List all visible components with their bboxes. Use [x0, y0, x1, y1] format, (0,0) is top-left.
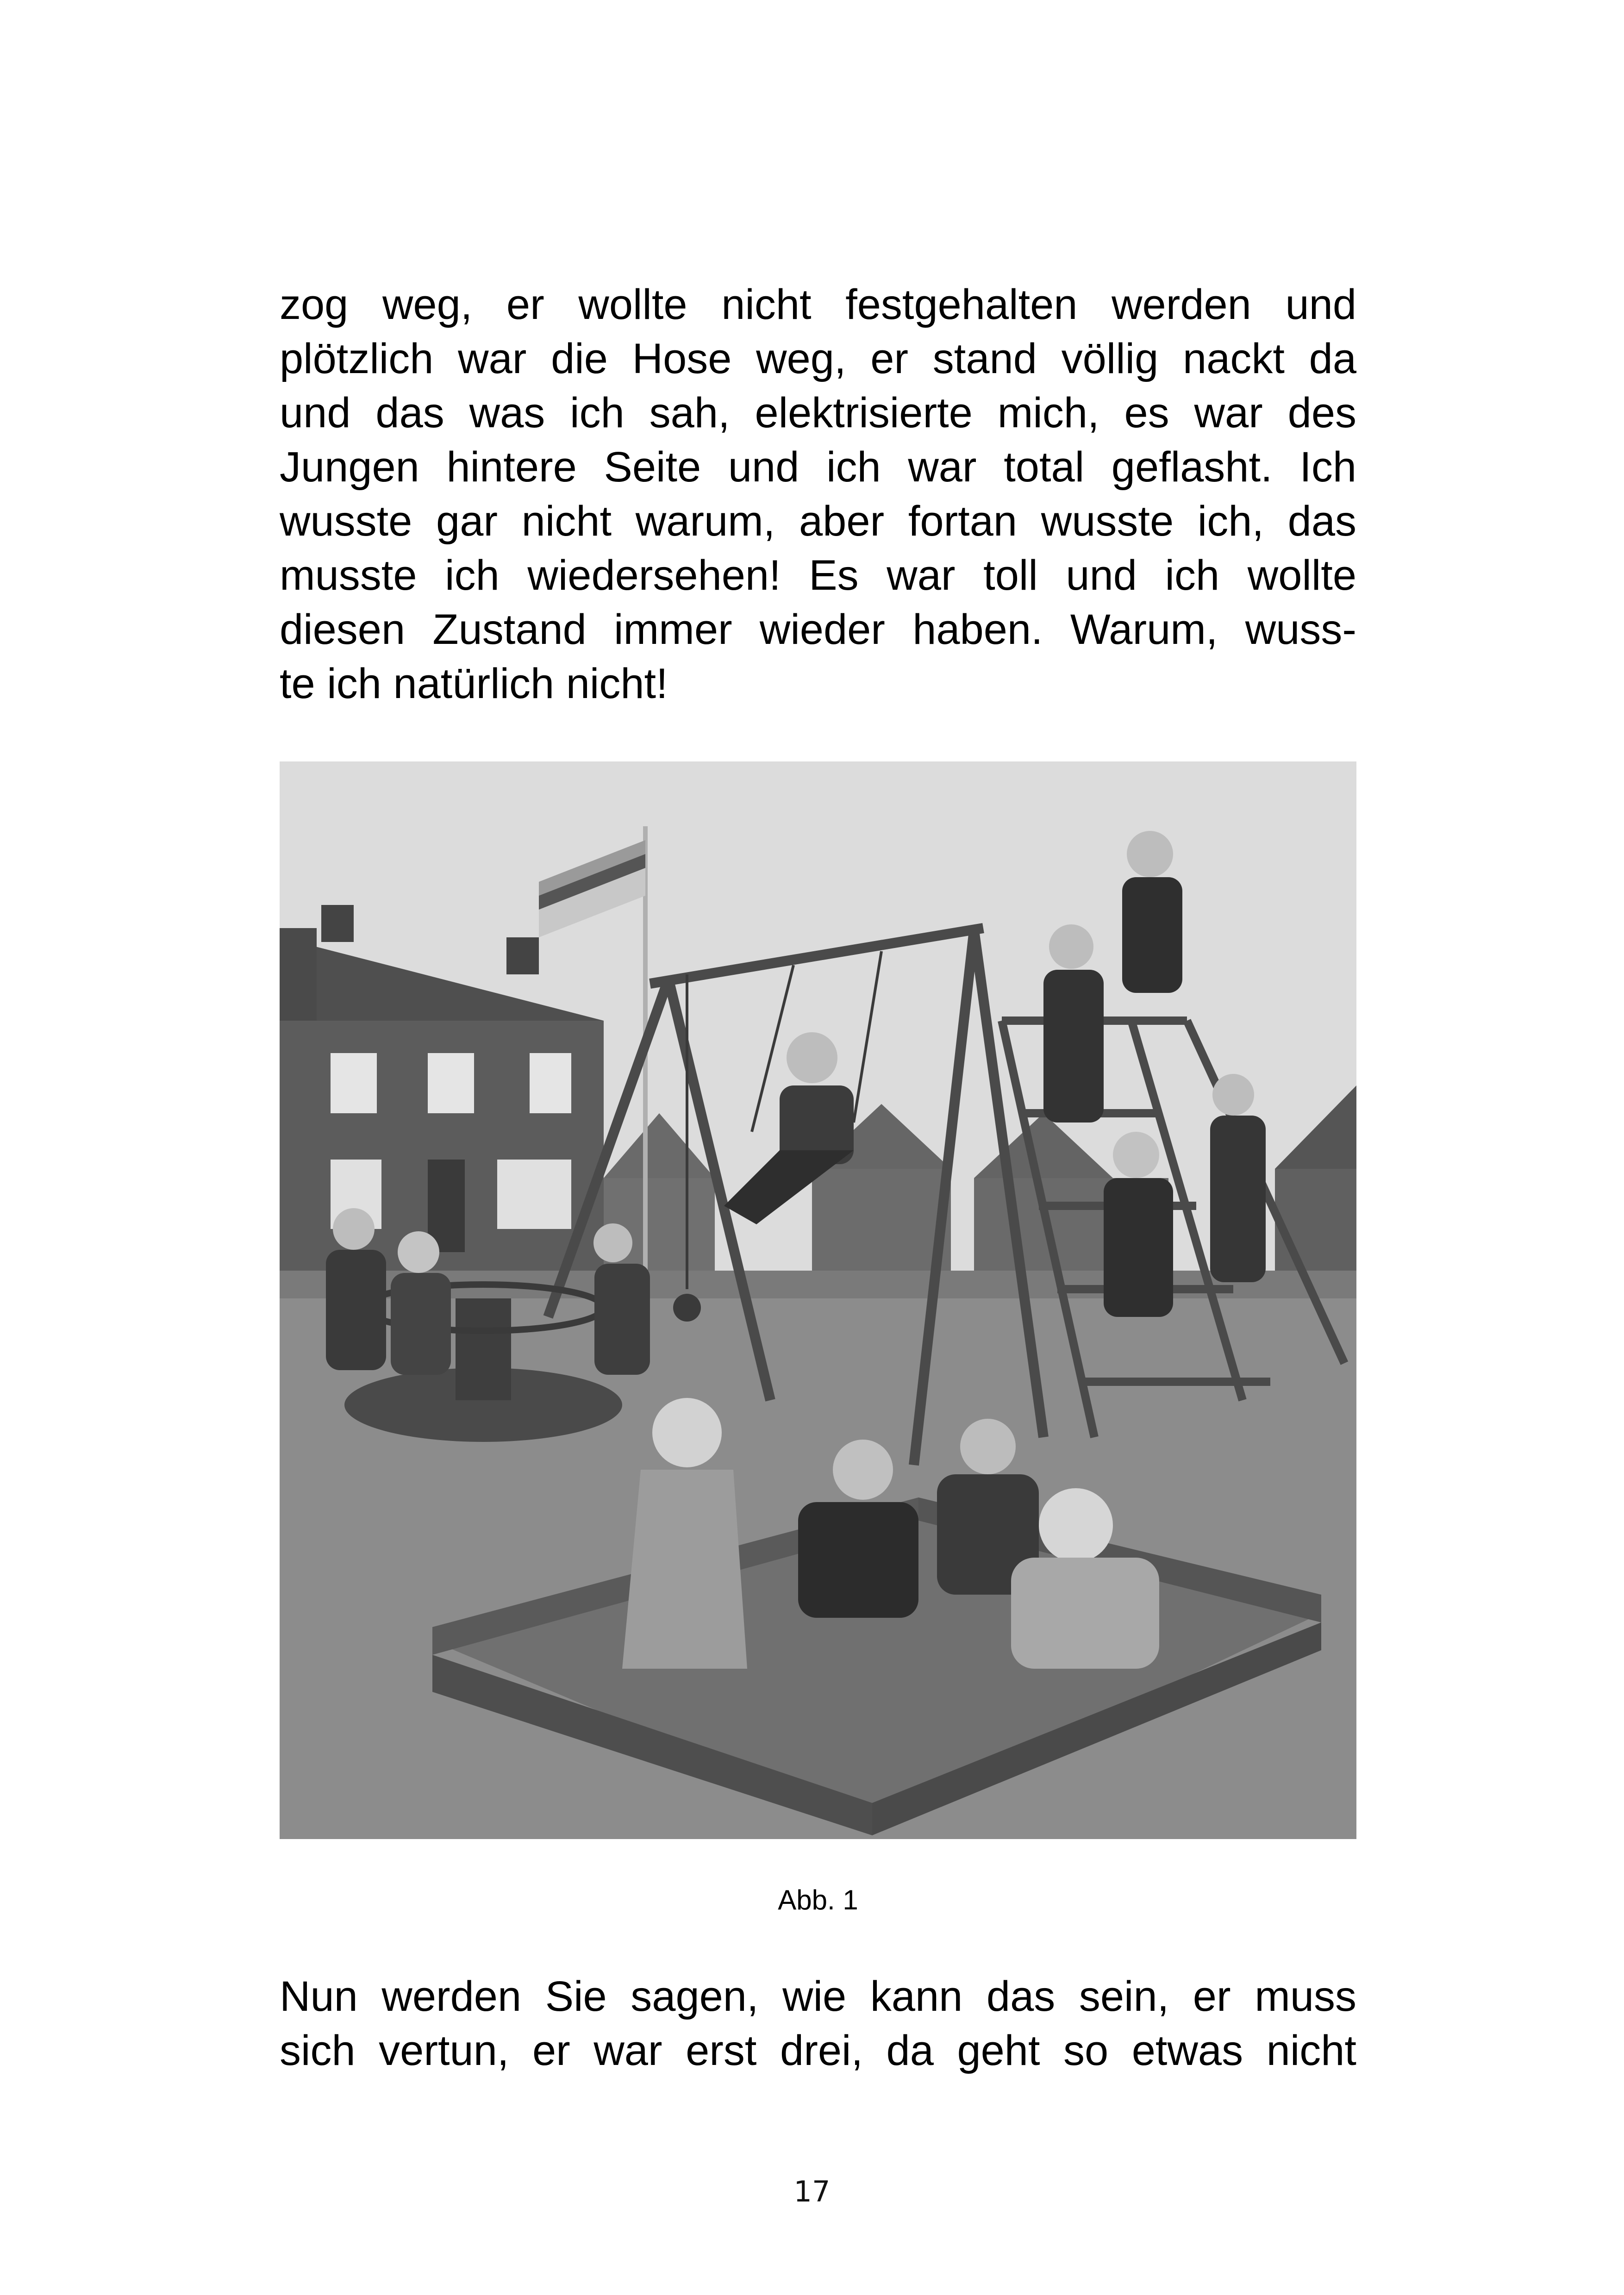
page-number: 17 — [793, 2175, 831, 2208]
bottom-paragraph — [280, 1970, 1356, 2078]
photo-illustration — [280, 761, 1356, 1839]
text-line: diesen Zustand immer wieder haben. Warum, wuss- — [280, 606, 1356, 653]
text-line: wusste gar nicht warum, aber fortan wusste ich, das — [280, 498, 1356, 545]
text-line: plötzlich war die Hose weg, er stand völlig nackt da — [280, 335, 1356, 382]
text-line: zog weg, er wollte nicht festgehalten werden und — [280, 281, 1356, 328]
top-paragraph — [280, 278, 1356, 711]
text-line: sich vertun, er war erst drei, da geht so etwas nicht — [280, 2027, 1356, 2074]
playground-photo — [280, 761, 1356, 1839]
text-line: Jungen hintere Seite und ich war total geflasht. Ich — [280, 443, 1356, 491]
text-line: te ich natürlich nicht! — [280, 660, 668, 707]
text-line: und das was ich sah, elektrisierte mich, es war des — [280, 389, 1356, 437]
text-line: musste ich wiedersehen! Es war toll und ich wollte — [280, 552, 1356, 599]
figure-caption: Abb. 1 — [778, 1884, 858, 1915]
text-line: Nun werden Sie sagen, wie kann das sein, er muss — [280, 1973, 1356, 2020]
